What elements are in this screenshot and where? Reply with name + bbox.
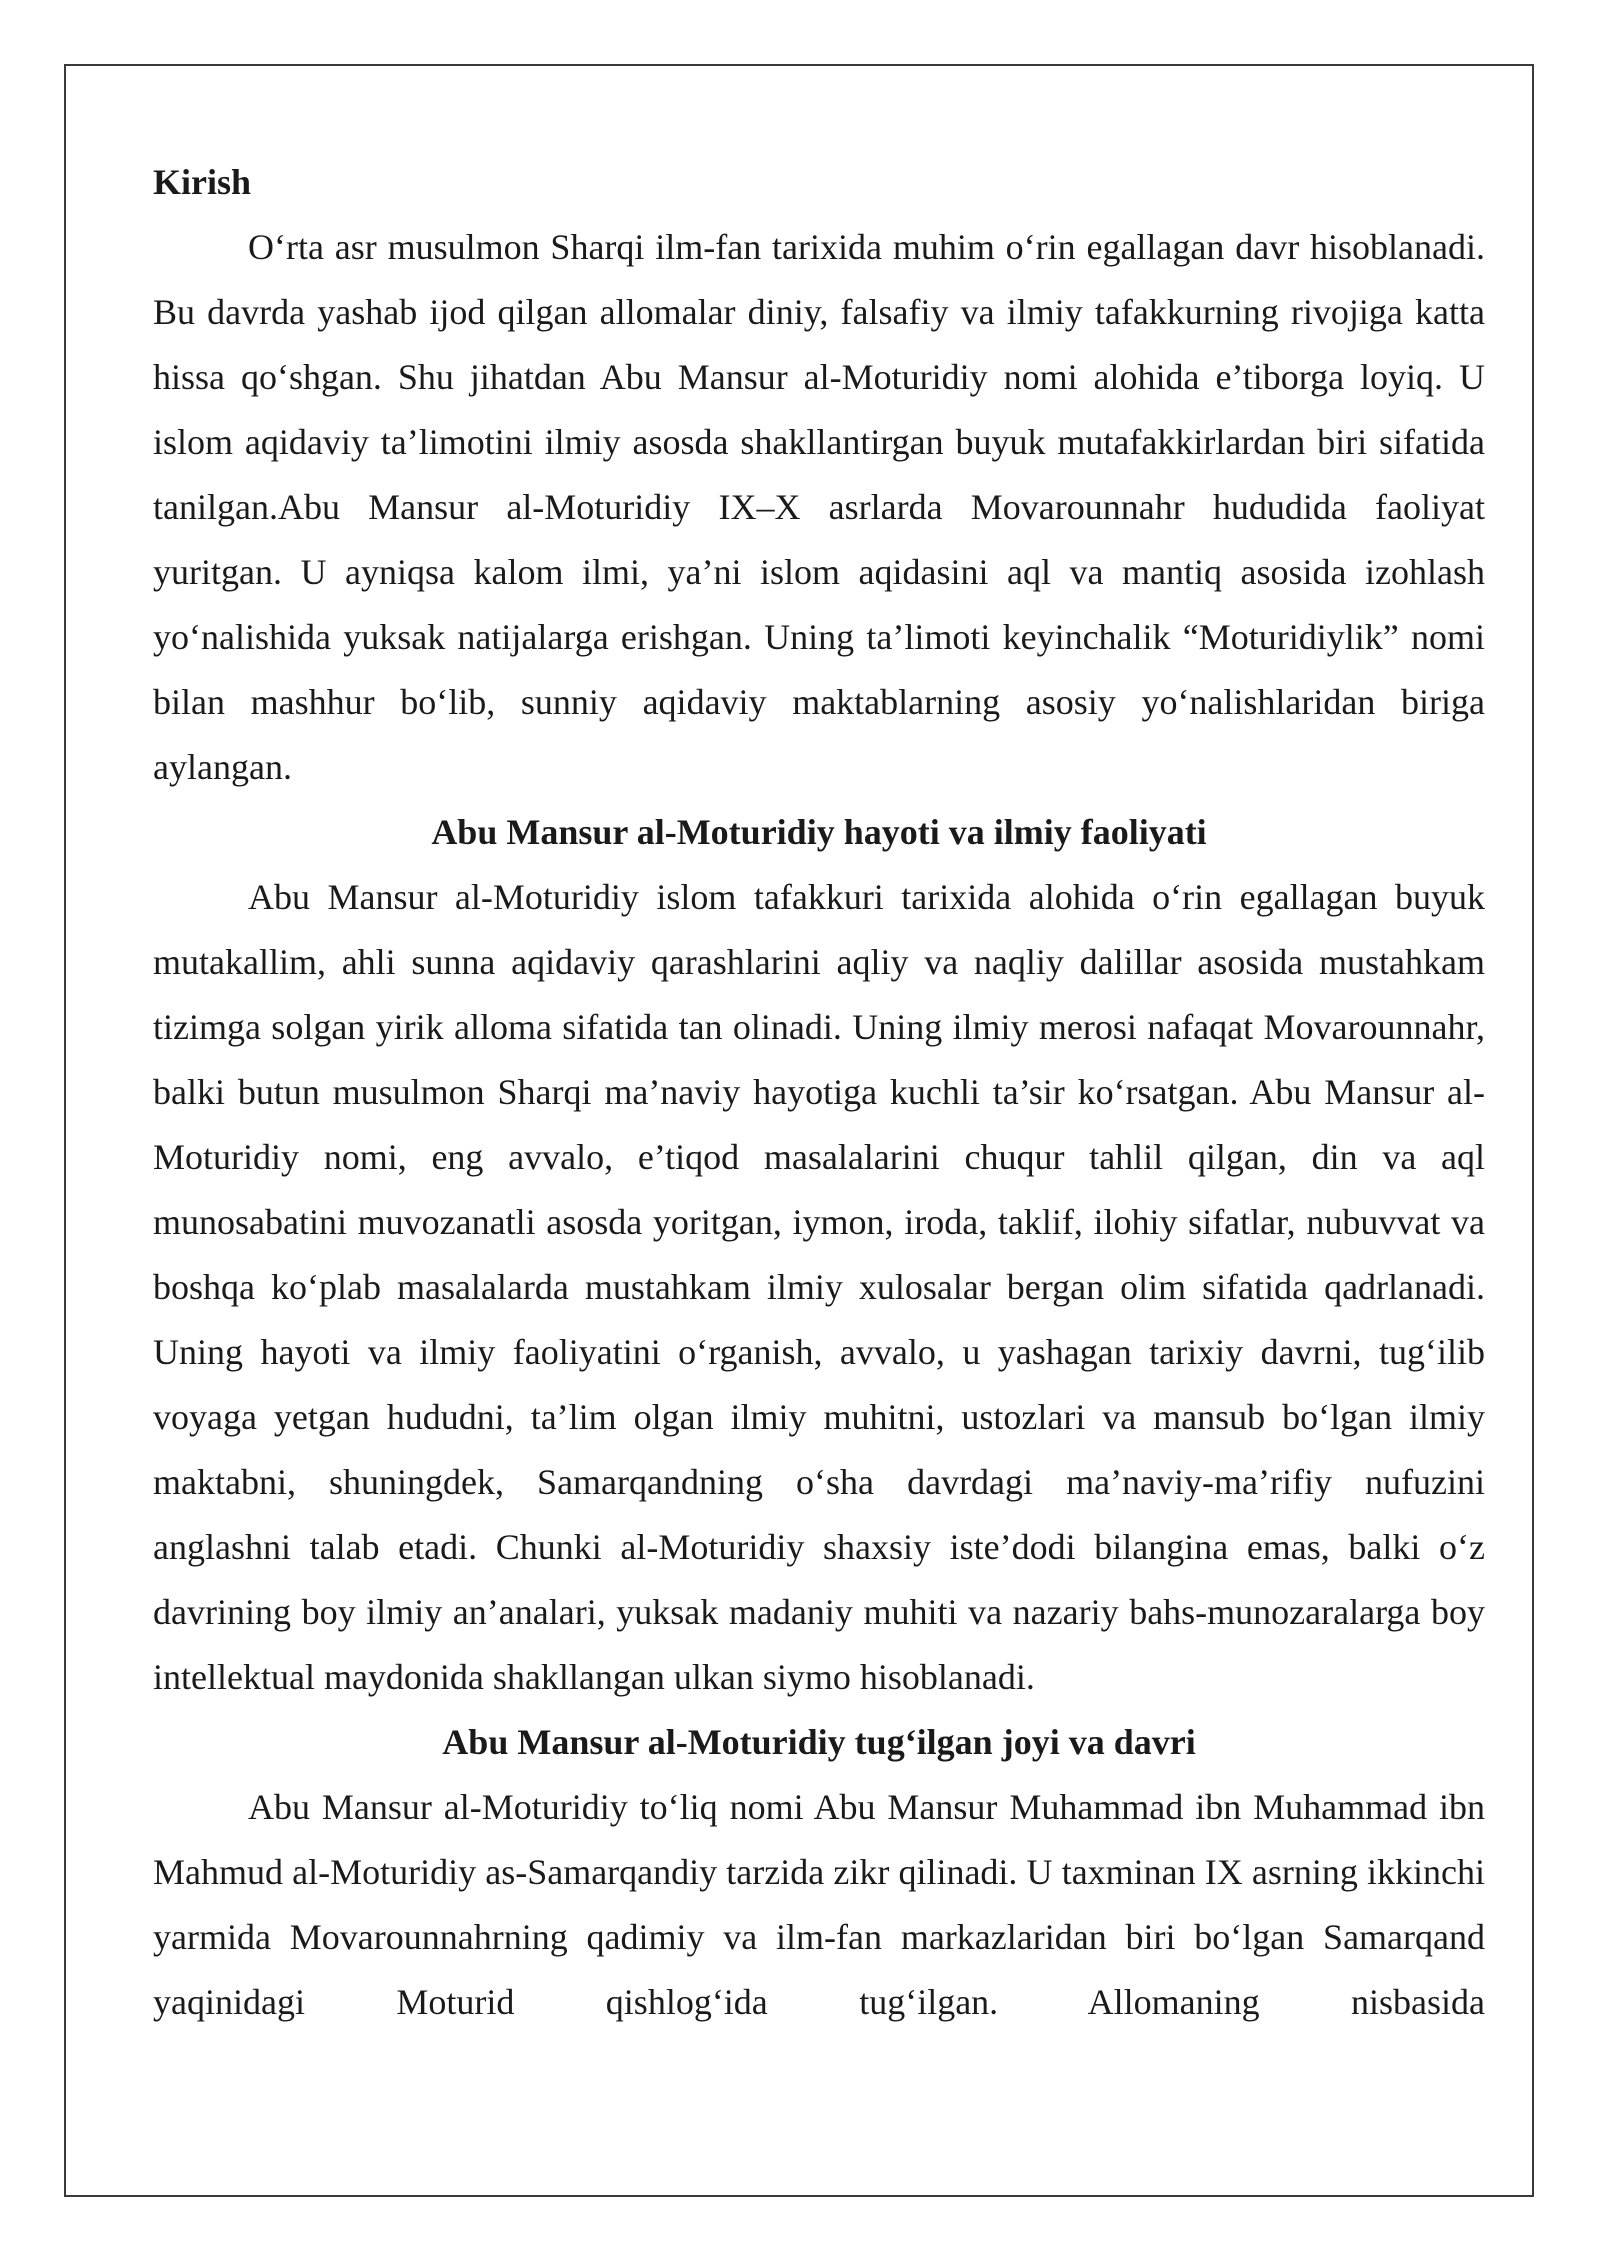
section1-paragraph: Abu Mansur al-Moturidiy islom tafakkuri tarixida alohida o‘rin egallagan buyuk mutakallim, ahli sunna aqidaviy qarashlarini aqliy va naqliy dalillar asosida mustahkam tizimga solgan yirik alloma sifatida tan olinadi. Uning ilmiy merosi nafaqat Movarounnahr, balki butun musulmon Sharqi ma’naviy hayotiga kuchli ta’sir ko‘rsatgan. Abu Mansur al-Moturidiy nomi, eng avvalo, e’tiqod masalalarini chuqur tahlil qilgan, din va aql munosabatini muvozanatli asosda yoritgan, iymon, iroda, taklif, ilohiy sifatlar, nubuvvat va boshqa ko‘plab masalalarda mustahkam ilmiy xulosalar bergan olim sifatida qadrlanadi. Uning hayoti va ilmiy faoliyatini o‘rganish, avvalo, u yashagan tarixiy davrni, tug‘ilib voyaga yetgan hududni, ta’lim olgan ilmiy muhitni, ustozlari va mansub bo‘lgan ilmiy maktabni, shuningdek, Samarqandning o‘sha davrdagi ma’naviy-ma’rifiy nufuzini anglashni talab etadi. Chunki al-Moturidiy shaxsiy iste’dodi bilangina emas, balki o‘z davrining boy ilmiy an’analari, yuksak madaniy muhiti va nazariy bahs-munozaralarga boy intellektual maydonida shakllangan ulkan siymo hisoblanadi. [153,877,1485,1697]
intro-paragraph: O‘rta asr musulmon Sharqi ilm-fan tarixida muhim o‘rin egallagan davr hisoblanadi. Bu davrda yashab ijod qilgan allomalar diniy, falsafiy va ilmiy tafakkurning rivojiga katta hissa qo‘shgan. Shu jihatdan Abu Mansur al-Moturidiy nomi alohida e’tiborga loyiq. U islom aqidaviy ta’limotini ilmiy asosda shakllantirgan buyuk mutafakkirlardan biri sifatida tanilgan.Abu Mansur al-Moturidiy IX–X asrlarda Movarounnahr hududida faoliyat yuritgan. U ayniqsa kalom ilmi, ya’ni islom aqidasini aql va mantiq asosida izohlash yo‘nalishida yuksak natijalarga erishgan. Uning ta’limoti keyinchalik “Moturidiylik” nomi bilan mashhur bo‘lib, sunniy aqidaviy maktablarning asosiy yo‘nalishlaridan biriga aylangan. [153,227,1485,787]
section2-paragraph: Abu Mansur al-Moturidiy to‘liq nomi Abu Mansur Muhammad ibn Muhammad ibn Mahmud al-Moturidiy as-Samarqandiy tarzida zikr qilinadi. U taxminan IX asrning ikkinchi yarmida Movarounnahrning qadimiy va ilm-fan markazlaridan biri bo‘lgan Samarqand yaqinidagi Moturid qishlog‘ida tug‘ilgan. Allomaning nisbasida [153,1787,1485,2022]
intro-heading: Kirish [153,162,252,202]
section1-heading: Abu Mansur al-Moturidiy hayoti va ilmiy faoliyati [431,812,1207,852]
section2-heading: Abu Mansur al-Moturidiy tug‘ilgan joyi va davri [442,1722,1196,1762]
document-body [153,150,1485,2035]
